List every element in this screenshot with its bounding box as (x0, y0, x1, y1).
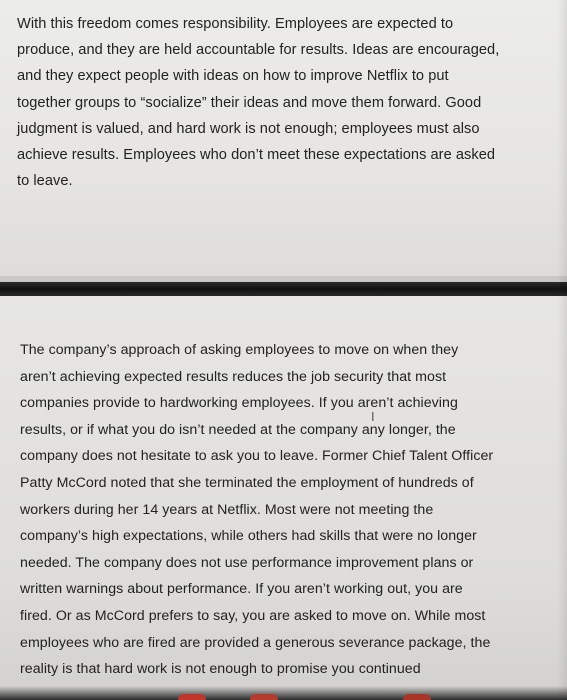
text-line: judgment is valued, and hard work is not enough; employees must also (17, 120, 480, 137)
taskbar-icon (178, 694, 206, 700)
text-line: employees who are fired are provided a generous severance package, the (20, 634, 491, 651)
text-line: The company’s approach of asking employees to move on when they (20, 342, 459, 358)
text-line: needed. The company does not use performance improvement plans or (20, 554, 474, 571)
text-line: With this freedom comes responsibility. Employees are expected to (17, 16, 454, 32)
text-line: and they expect people with ideas on how to improve Netflix to put (17, 68, 449, 85)
text-line: workers during her 14 years at Netflix. Most were not meeting the (20, 501, 434, 518)
screen-edge-shadow (557, 0, 567, 700)
taskbar-icon (250, 694, 278, 700)
text-line: written warnings about performance. If you aren’t working out, you are (20, 581, 463, 598)
text-line: results, or if what you do isn’t needed at the company any longer, the (20, 421, 456, 438)
text-line: aren’t achieving expected results reduces the job security that most (20, 368, 447, 385)
freedom-responsibility-paragraph (17, 11, 557, 194)
text-line: company does not hesitate to ask you to leave. Former Chief Talent Officer (20, 448, 494, 465)
text-line: to leave. (17, 173, 73, 190)
taskbar-icon (403, 694, 431, 700)
job-security-paragraph (20, 337, 550, 683)
text-line: fired. Or as McCord prefers to say, you are asked to move on. While most (20, 607, 486, 624)
text-line: achieve results. Employees who don’t meet these expectations are asked (17, 147, 496, 164)
text-cursor-icon: I (371, 410, 375, 424)
text-line: companies provide to hardworking employees. If you aren’t achieving (20, 395, 458, 412)
panel-divider (0, 282, 567, 296)
text-line: reality is that hard work is not enough to promise you continued (20, 661, 421, 678)
text-line: company’s high expectations, while others had skills that were no longer (20, 528, 477, 545)
bottom-screen-edge (0, 686, 567, 700)
text-line: produce, and they are held accountable for results. Ideas are encouraged, (17, 42, 500, 59)
text-line: Patty McCord noted that she terminated the employment of hundreds of (20, 474, 474, 491)
text-line: together groups to “socialize” their ideas and move them forward. Good (17, 94, 482, 111)
